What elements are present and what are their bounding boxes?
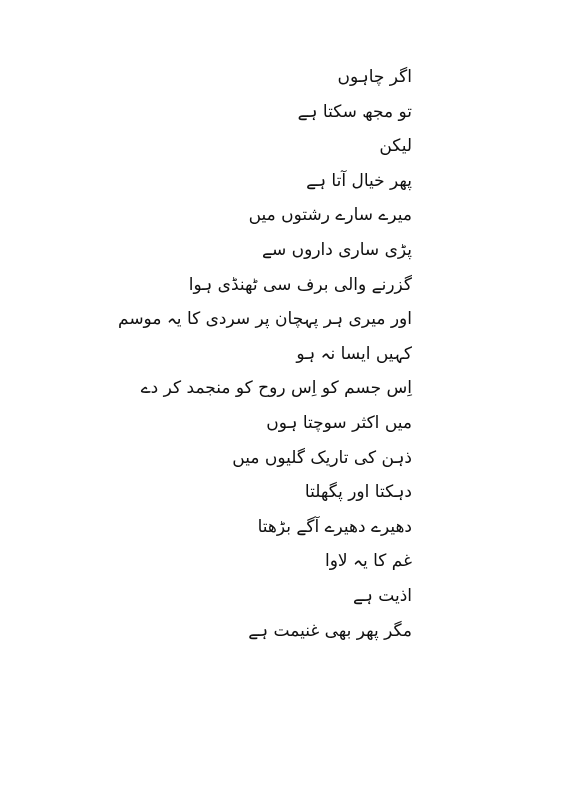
poem-line-text: کہیں ایسا نہ ہو [296,343,412,364]
poem-line-5 [52,198,412,233]
poem-line-16 [52,579,412,614]
poem-line-12 [52,441,412,476]
poem-line-text: اور میری ہر پہچان پر سردی کا یہ موسم [118,309,412,330]
poem-line-text: ذہن کی تاریک گلیوں میں [232,447,412,468]
poem-line-6 [52,233,412,268]
poem-line-8 [52,302,412,337]
poem-line-9 [52,337,412,372]
poem-text [52,60,412,648]
poem-line-7 [52,268,412,303]
poem-line-text: میرے سارے رشتوں میں [248,205,412,226]
poem-line-1 [52,60,412,95]
poem-line-text: اِس جسم کو اِس روح کو منجمد کر دے [140,378,412,399]
poem-line-3 [52,129,412,164]
poem-line-text: مگر پھر بھی غنیمت ہے [248,620,412,641]
poem-line-text: لیکن [379,136,412,157]
poem-line-text: تو مجھ سکتا ہے [297,101,412,122]
poem-line-14 [52,510,412,545]
poem-line-text: گزرنے والی برف سی ٹھنڈی ہوا [188,274,412,295]
poem-line-text: میں اکثر سوچتا ہوں [266,412,412,433]
poem-line-13 [52,475,412,510]
poem-line-text: اذیت ہے [352,585,412,606]
poem-line-17 [52,614,412,649]
poem-line-10 [52,371,412,406]
poem-line-text: دھیرے دھیرے آگے بڑھتا [257,516,412,537]
poem-line-text: غم کا یہ لاوا [324,551,412,572]
poem-line-text: پڑی ساری داروں سے [262,239,412,260]
poem-line-11 [52,406,412,441]
poem-line-15 [52,544,412,579]
poem-line-4 [52,164,412,199]
poem-line-text: دہکتا اور پگھلتا [304,482,412,503]
poem-line-2 [52,95,412,130]
poem-line-text: اگر چاہوں [337,67,412,87]
poem-line-text: پھر خیال آتا ہے [306,170,412,191]
